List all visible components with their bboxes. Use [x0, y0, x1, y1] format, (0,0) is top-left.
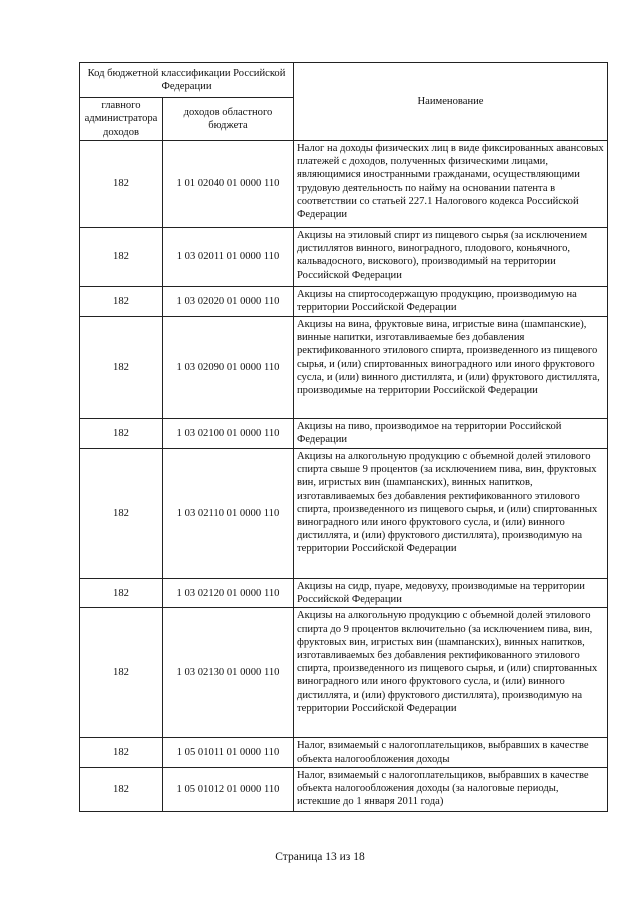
income-code-cell: 1 05 01012 01 0000 110: [163, 767, 294, 811]
header-income: доходов областного бюджета: [163, 98, 294, 141]
table-row: [80, 608, 608, 738]
name-cell: Налог, взимаемый с налогоплательщиков, выбравших в качестве объекта налогообложения доходы (за налоговые периоды, истекшие до 1 января 2011 года): [294, 767, 608, 811]
name-cell: Акцизы на пиво, производимое на территории Российской Федерации: [294, 419, 608, 449]
name-cell: Акцизы на алкогольную продукцию с объемной долей этилового спирта свыше 9 процентов (за исключением пива, вин, фруктовых вин, игристых вин (шампанских), винных напитков, изготавливаемых без добавления ректификованного этилового спирта, произведенного из пищевого сырья, и (или) спиртованных виноградного или иного фруктового сусла, и (или) винного дистиллята, и (или) фруктового дистиллята), производимую на территории Российской Федерации: [294, 449, 608, 579]
header-name: Наименование: [294, 63, 608, 141]
table-row: [80, 287, 608, 317]
table-row: [80, 449, 608, 579]
name-cell: Акцизы на вина, фруктовые вина, игристые вина (шампанские), винные напитки, изготавливаемые без добавления ректификованного этилового спирта, произведенного из пищевого сырья, и (или) спиртованных виноградного или иного фруктового сусла, и (или) винного дистиллята, и (или) фруктового дистиллята, производимые на территории Российской Федерации: [294, 317, 608, 419]
income-code-cell: 1 03 02020 01 0000 110: [163, 287, 294, 317]
name-cell: Акцизы на алкогольную продукцию с объемной долей этилового спирта до 9 процентов включительно (за исключением пива, вин, фруктовых вин, игристых вин (шампанских), винных напитков, изготавливаемых без добавления ректификованного этилового спирта, произведенного из пищевого сырья, и (или) спиртованных виноградного или иного фруктового сусла, и (или) винного дистиллята, и (или) фруктового дистиллята), производимую на территории Российской Федерации: [294, 608, 608, 738]
admin-code-cell: 182: [80, 767, 163, 811]
page-number: Страница 13 из 18: [275, 851, 365, 863]
income-code-cell: 1 05 01011 01 0000 110: [163, 738, 294, 767]
name-cell: Акцизы на сидр, пуаре, медовуху, производимые на территории Российской Федерации: [294, 579, 608, 608]
admin-code-cell: 182: [80, 141, 163, 228]
income-code-cell: 1 03 02011 01 0000 110: [163, 228, 294, 287]
income-code-cell: 1 03 02090 01 0000 110: [163, 317, 294, 419]
table-row: [80, 419, 608, 449]
name-cell: Акцизы на спиртосодержащую продукцию, производимую на территории Российской Федерации: [294, 287, 608, 317]
table-row: [80, 738, 608, 767]
admin-code-cell: 182: [80, 317, 163, 419]
name-cell: Акцизы на этиловый спирт из пищевого сырья (за исключением дистиллятов винного, виноградного, плодового, коньячного, кальвадосного, вискового), производимый на территории Российской Федерации: [294, 228, 608, 287]
income-code-cell: 1 03 02120 01 0000 110: [163, 579, 294, 608]
table-row: [80, 317, 608, 419]
admin-code-cell: 182: [80, 608, 163, 738]
income-code-cell: 1 03 02130 01 0000 110: [163, 608, 294, 738]
name-cell: Налог, взимаемый с налогоплательщиков, выбравших в качестве объекта налогообложения доходы: [294, 738, 608, 767]
table-row: [80, 767, 608, 811]
header-code-group: Код бюджетной классификации Российской Федерации: [80, 63, 294, 98]
table-row: [80, 579, 608, 608]
admin-code-cell: 182: [80, 419, 163, 449]
budget-classification-table: [79, 62, 608, 812]
income-code-cell: 1 01 02040 01 0000 110: [163, 141, 294, 228]
admin-code-cell: 182: [80, 738, 163, 767]
income-code-cell: 1 03 02110 01 0000 110: [163, 449, 294, 579]
admin-code-cell: 182: [80, 287, 163, 317]
table-row: [80, 228, 608, 287]
admin-code-cell: 182: [80, 579, 163, 608]
admin-code-cell: 182: [80, 449, 163, 579]
header-admin: главного администратора доходов: [80, 98, 163, 141]
name-cell: Налог на доходы физических лиц в виде фиксированных авансовых платежей с доходов, полученных физическими лицами, являющимися иностранными гражданами, осуществляющими трудовую деятельность по найму на основании патента в соответствии со статьей 227.1 Налогового кодекса Российской Федерации: [294, 141, 608, 228]
table-row: [80, 141, 608, 228]
income-code-cell: 1 03 02100 01 0000 110: [163, 419, 294, 449]
admin-code-cell: 182: [80, 228, 163, 287]
